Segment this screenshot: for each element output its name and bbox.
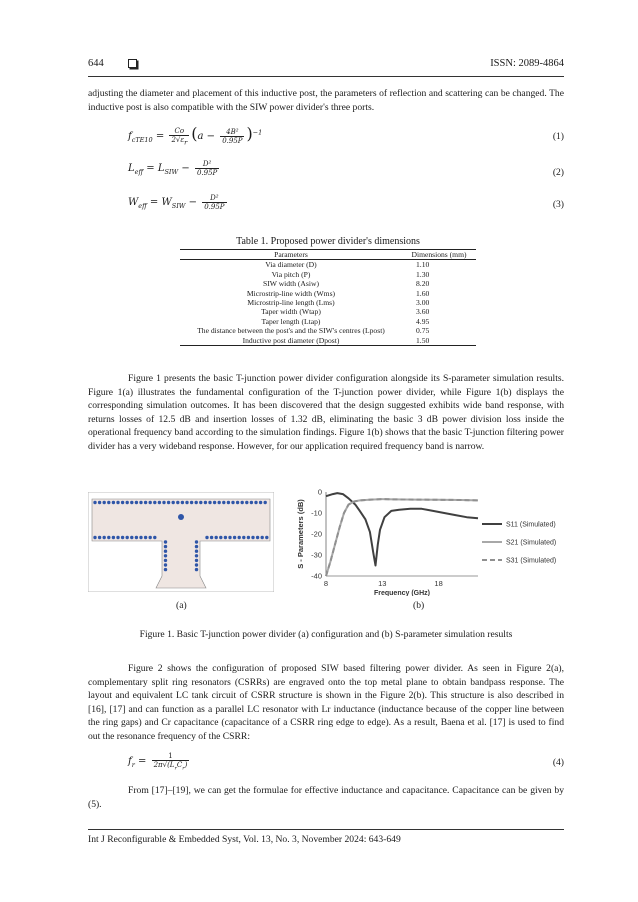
via	[149, 501, 152, 504]
via	[254, 501, 257, 504]
equation-1: $f_{cTE10}$ = $\frac{Co}{2√\varepsilon_r}$ (a − $\frac{\text{4B²}}{0.95P}$ )$^{-1}$	[128, 124, 263, 147]
via	[164, 550, 167, 553]
via	[241, 501, 244, 504]
via	[238, 536, 241, 539]
series-line-3	[326, 499, 478, 576]
equation-number-3: (3)	[552, 199, 564, 210]
parameter-cell: Inductive post diameter (Dpost)	[180, 336, 402, 346]
via	[139, 501, 142, 504]
table-row	[180, 279, 476, 288]
inductive-post	[178, 514, 184, 520]
via	[204, 501, 207, 504]
via	[264, 501, 267, 504]
y-tick-label: -30	[311, 550, 322, 560]
parameter-cell: Microstrip-line length (Lms)	[247, 298, 335, 308]
subfigure-label-b: (b)	[413, 600, 425, 611]
parameter-cell: Via diameter (D)	[265, 260, 317, 270]
via	[265, 536, 268, 539]
via	[139, 536, 142, 539]
subfigure-label-a: (a)	[176, 600, 187, 611]
via	[167, 501, 170, 504]
table-row	[180, 298, 476, 307]
via	[195, 501, 198, 504]
header-rule	[88, 76, 564, 77]
via	[112, 536, 115, 539]
via	[121, 536, 124, 539]
via	[251, 536, 254, 539]
table-row	[180, 336, 476, 346]
via	[126, 536, 129, 539]
table-header: Parameters	[180, 250, 402, 260]
via	[144, 501, 147, 504]
via	[107, 536, 110, 539]
via	[247, 536, 250, 539]
x-axis-label: Frequency (GHz)	[373, 590, 431, 596]
via	[135, 501, 138, 504]
x-tick-label: 8	[323, 579, 329, 588]
via	[213, 501, 216, 504]
via	[162, 501, 165, 504]
via	[236, 501, 239, 504]
y-tick-label: -40	[311, 571, 322, 581]
page-number: 644	[88, 58, 104, 69]
via	[190, 501, 193, 504]
intro-paragraph: adjusting the diameter and placement of this inductive post, the parameters of reflection and scattering can be changed. The inductive post is also compatible with the SIW power divider's three ports.	[88, 88, 564, 113]
via	[103, 501, 106, 504]
table-row	[180, 270, 476, 279]
via	[164, 554, 167, 557]
parameter-cell: Microstrip-line width (Wms)	[246, 288, 336, 298]
equation-3: $W_{eff} = W_{SIW}$ − $\frac{\text{D²}}{0.95P}$	[128, 194, 225, 211]
via	[135, 536, 138, 539]
parameter-cell: Taper width (Wtap)	[261, 307, 321, 317]
dimension-cell: 8.20	[416, 279, 430, 289]
table-row	[180, 289, 476, 298]
via	[116, 536, 119, 539]
dimension-cell: 1.10	[416, 260, 430, 270]
table-body	[180, 260, 476, 346]
via	[121, 501, 124, 504]
closing-paragraph: From [17]–[19], we can get the formulae for effective inductance and capacitance. Capacitance can be given by (5).	[88, 785, 564, 810]
via	[195, 563, 198, 566]
via	[164, 545, 167, 548]
via	[218, 501, 221, 504]
legend-label-3: S31 (Simulated)	[506, 557, 557, 565]
via	[172, 501, 175, 504]
parameter-cell: SIW width (Asiw)	[263, 279, 319, 289]
via	[205, 536, 208, 539]
via	[144, 536, 147, 539]
table-caption: Table 1. Proposed power divider's dimensions	[236, 236, 420, 247]
dimension-cell: 0.75	[416, 326, 430, 336]
table-header-row	[180, 250, 476, 260]
via	[195, 550, 198, 553]
footer-rule	[88, 829, 564, 830]
via	[130, 501, 133, 504]
page-footer: Int J Reconfigurable & Embedded Syst, Vol. 13, No. 3, November 2024: 643-649	[88, 834, 401, 845]
via	[158, 501, 161, 504]
figure-caption: Figure 1. Basic T-junction power divider (a) configuration and (b) S-parameter simulation results	[139, 629, 513, 640]
via	[126, 501, 129, 504]
s-parameter-chart	[292, 478, 574, 596]
dimension-cell: 1.30	[416, 269, 430, 279]
issn: ISSN: 2089-4864	[490, 58, 564, 69]
via	[219, 536, 222, 539]
via	[195, 554, 198, 557]
via	[195, 545, 198, 548]
table-row	[180, 307, 476, 316]
via	[231, 501, 234, 504]
equation-4: $f_r$ = $\frac{1}{2\pi√(L_rC_r)}$	[128, 752, 188, 772]
via	[261, 536, 264, 539]
y-tick-label: -20	[311, 529, 322, 539]
via	[228, 536, 231, 539]
via	[103, 536, 106, 539]
via	[195, 540, 198, 543]
via	[222, 501, 225, 504]
via	[250, 501, 253, 504]
via	[208, 501, 211, 504]
via	[215, 536, 218, 539]
x-tick-label: 13	[378, 579, 387, 588]
legend-label-1: S11 (Simulated)	[506, 521, 556, 529]
via	[153, 536, 156, 539]
via	[227, 501, 230, 504]
via	[164, 568, 167, 571]
paragraph-figure-1: Figure 1 presents the basic T-junction power divider configuration alongside its S-parameter simulation results. Figure 1(a) illustrates the fundamental configuration of the T-junction power divider, while Figure 1(b) displays the corresponding simulation outcomes. It has been discovered that the design suggested exhibits wide band response, with returns losses of 12.5 dB and insertion losses of 1.32 dB, eliminating the basic 3 dB power division loss inside the operational frequency band according to the simulation findings. Figure 1(b) shows that the basic T-junction filtering power divider has a very wideband response. However, for our application required frequency band is narrow.	[88, 373, 564, 452]
via	[181, 501, 184, 504]
via	[93, 536, 96, 539]
parameter-cell: The distance between the post's and the SIW's centres (Lpost)	[197, 326, 385, 336]
via	[107, 501, 110, 504]
via	[149, 536, 152, 539]
t-junction-configuration-figure	[88, 492, 274, 592]
table-row	[180, 317, 476, 326]
via	[164, 559, 167, 562]
table-row	[180, 326, 476, 335]
via	[259, 501, 262, 504]
dimension-cell: 3.00	[416, 298, 430, 308]
table-row	[180, 260, 476, 270]
via	[256, 536, 259, 539]
x-tick-label: 18	[434, 579, 443, 588]
via	[164, 540, 167, 543]
legend-label-2: S21 (Simulated)	[506, 539, 557, 547]
via	[195, 568, 198, 571]
dimensions-table	[180, 249, 476, 346]
dimension-cell: 4.95	[416, 316, 430, 326]
y-axis-label: S - Parameters (dB)	[296, 499, 305, 569]
dimension-cell: 1.50	[402, 336, 476, 346]
via	[245, 501, 248, 504]
via	[164, 563, 167, 566]
via	[176, 501, 179, 504]
via	[112, 501, 115, 504]
via	[242, 536, 245, 539]
square-icon	[128, 59, 137, 68]
paragraph-figure-2: Figure 2 shows the configuration of proposed SIW based filtering power divider. As seen in Figure 2(a), complementary split ring resonators (CSRRs) are engraved onto the top metal plane to obtain bandpass response. The layout and equivalent LC tank circuit of CSRR structure is shown in the Figure 2(b). This structure is also described in [16], [17] and can function as a parallel LC resonator with Lr inductance (inductance because of the copper line between the ring gaps) and Cr capacitance (capacitance of a CSRR ring edge to edge). As a result, Baena et al. [17] is used to find out the resonance frequency of the CSRR:	[88, 663, 564, 742]
series-line-2	[326, 499, 478, 576]
equation-number-4: (4)	[552, 757, 564, 768]
via	[153, 501, 156, 504]
page-header	[88, 58, 564, 72]
dimension-cell: 1.60	[416, 288, 430, 298]
via	[195, 559, 198, 562]
via	[185, 501, 188, 504]
equation-2: $L_{eff} = L_{SIW}$ − $\frac{\text{D²}}{0.95P}$	[128, 160, 218, 177]
via	[199, 501, 202, 504]
y-tick-label: -10	[311, 508, 322, 518]
via	[93, 501, 96, 504]
equation-number-1: (1)	[552, 131, 564, 142]
via	[210, 536, 213, 539]
via	[98, 501, 101, 504]
parameter-cell: Via pitch (P)	[271, 269, 311, 279]
via	[98, 536, 101, 539]
parameter-cell: Taper length (Ltap)	[261, 316, 321, 326]
dimension-cell: 3.60	[416, 307, 430, 317]
via	[224, 536, 227, 539]
via	[233, 536, 236, 539]
via	[130, 536, 133, 539]
y-tick-label: 0	[317, 487, 322, 497]
equation-number-2: (2)	[552, 167, 564, 178]
table-header: Dimensions (mm)	[402, 250, 476, 260]
via	[116, 501, 119, 504]
